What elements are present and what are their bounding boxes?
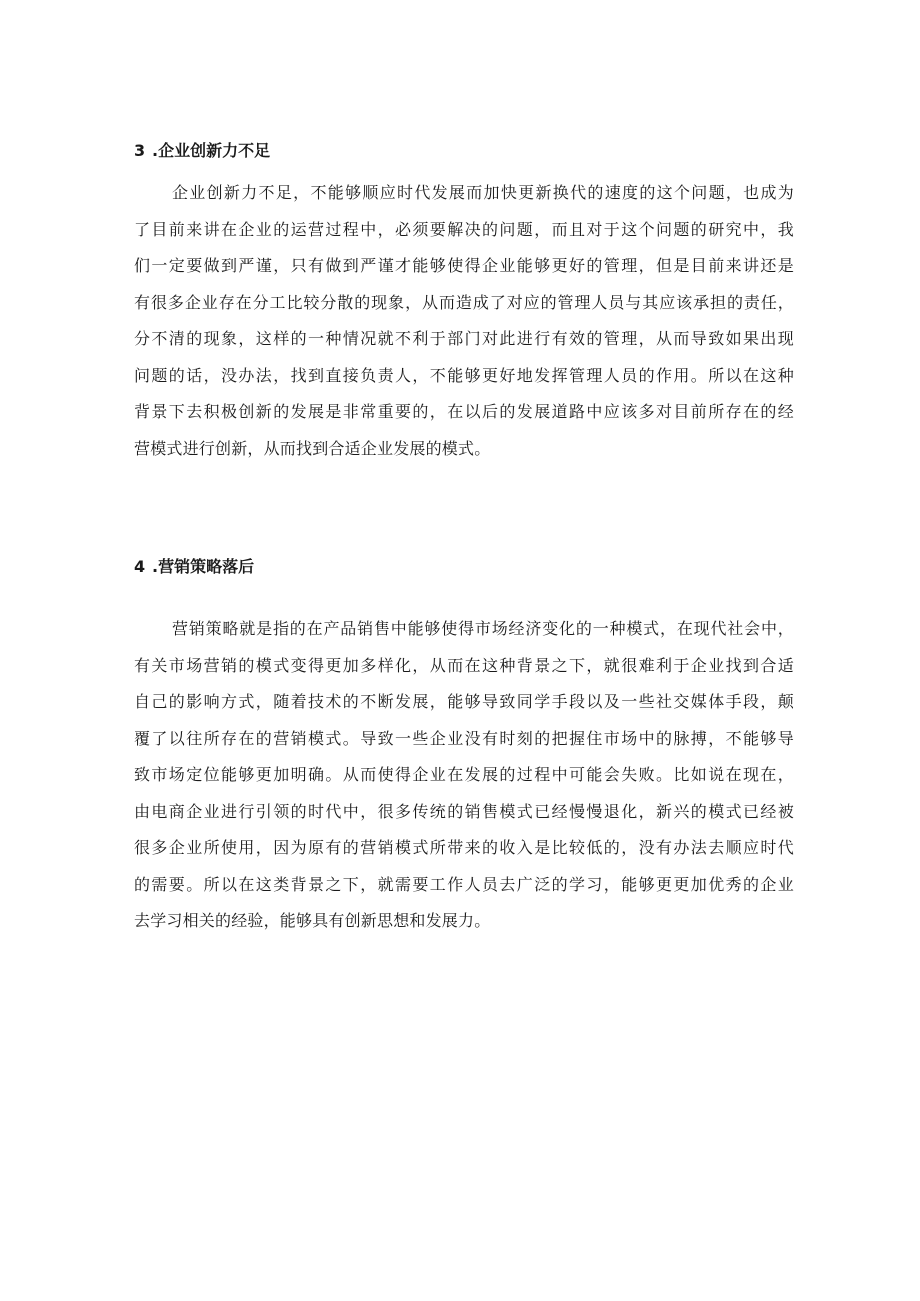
text-line: 致市场定位能够更加明确。从而使得企业在发展的过程中可能会失败。比如说在现在，: [134, 765, 794, 784]
text-line: 很多企业所使用，因为原有的营销模式所带来的收入是比较低的，没有办法去顺应时代: [134, 838, 794, 857]
text-line: 自己的影响方式，随着技术的不断发展，能够导致同学手段以及一些社交媒体手段，颠: [134, 692, 794, 711]
paragraph: [134, 175, 794, 467]
text-line: 覆了以往所存在的营销模式。导致一些企业没有时刻的把握住市场中的脉搏，不能够导: [134, 728, 794, 748]
text-line: 们一定要做到严谨，只有做到严谨才能够使得企业能够更好的管理，但是目前来讲还是: [134, 256, 794, 275]
text-line: 营模式进行创新，从而找到合适企业发展的模式。: [134, 438, 491, 458]
text-line: 有很多企业存在分工比较分散的现象，从而造成了对应的管理人员与其应该承担的责任，: [134, 292, 794, 312]
paragraph: [134, 611, 794, 940]
heading-text: .企业创新力不足: [152, 141, 271, 160]
text-line: 由电商企业进行引领的时代中，很多传统的销售模式已经慢慢退化，新兴的模式已经被: [134, 801, 794, 821]
section-4: [134, 557, 794, 577]
text-line: 了目前来讲在企业的运营过程中，必须要解决的问题，而且对于这个问题的研究中，我: [134, 219, 794, 239]
section-heading: [134, 557, 794, 577]
heading-text: .营销策略落后: [152, 557, 255, 576]
section-3-body: [134, 175, 794, 467]
text-line: 分不清的现象，这样的一种情况就不利于部门对此进行有效的管理，从而导致如果出现: [134, 329, 794, 348]
heading-number: 3: [134, 141, 146, 160]
text-line: 的需要。所以在这类背景之下，就需要工作人员去广泛的学习，能够更更加优秀的企业: [134, 874, 794, 894]
text-line: 企业创新力不足，不能够顺应时代发展而加快更新换代的速度的这个问题，也成为: [172, 183, 794, 202]
section-4-body: [134, 611, 794, 940]
section-3: [134, 141, 794, 161]
text-line: 有关市场营销的模式变得更加多样化，从而在这种背景之下，就很难利于企业找到合适: [134, 655, 794, 675]
text-line: 问题的话，没办法，找到直接负责人，不能够更好地发挥管理人员的作用。所以在这种: [134, 365, 794, 385]
text-line: 背景下去积极创新的发展是非常重要的，在以后的发展道路中应该多对目前所存在的经: [134, 402, 794, 421]
text-line: 去学习相关的经验，能够具有创新思想和发展力。: [134, 911, 491, 930]
text-line: 营销策略就是指的在产品销售中能够使得市场经济变化的一种模式，在现代社会中，: [172, 619, 794, 638]
heading-number: 4: [134, 557, 146, 576]
section-heading: [134, 141, 794, 161]
